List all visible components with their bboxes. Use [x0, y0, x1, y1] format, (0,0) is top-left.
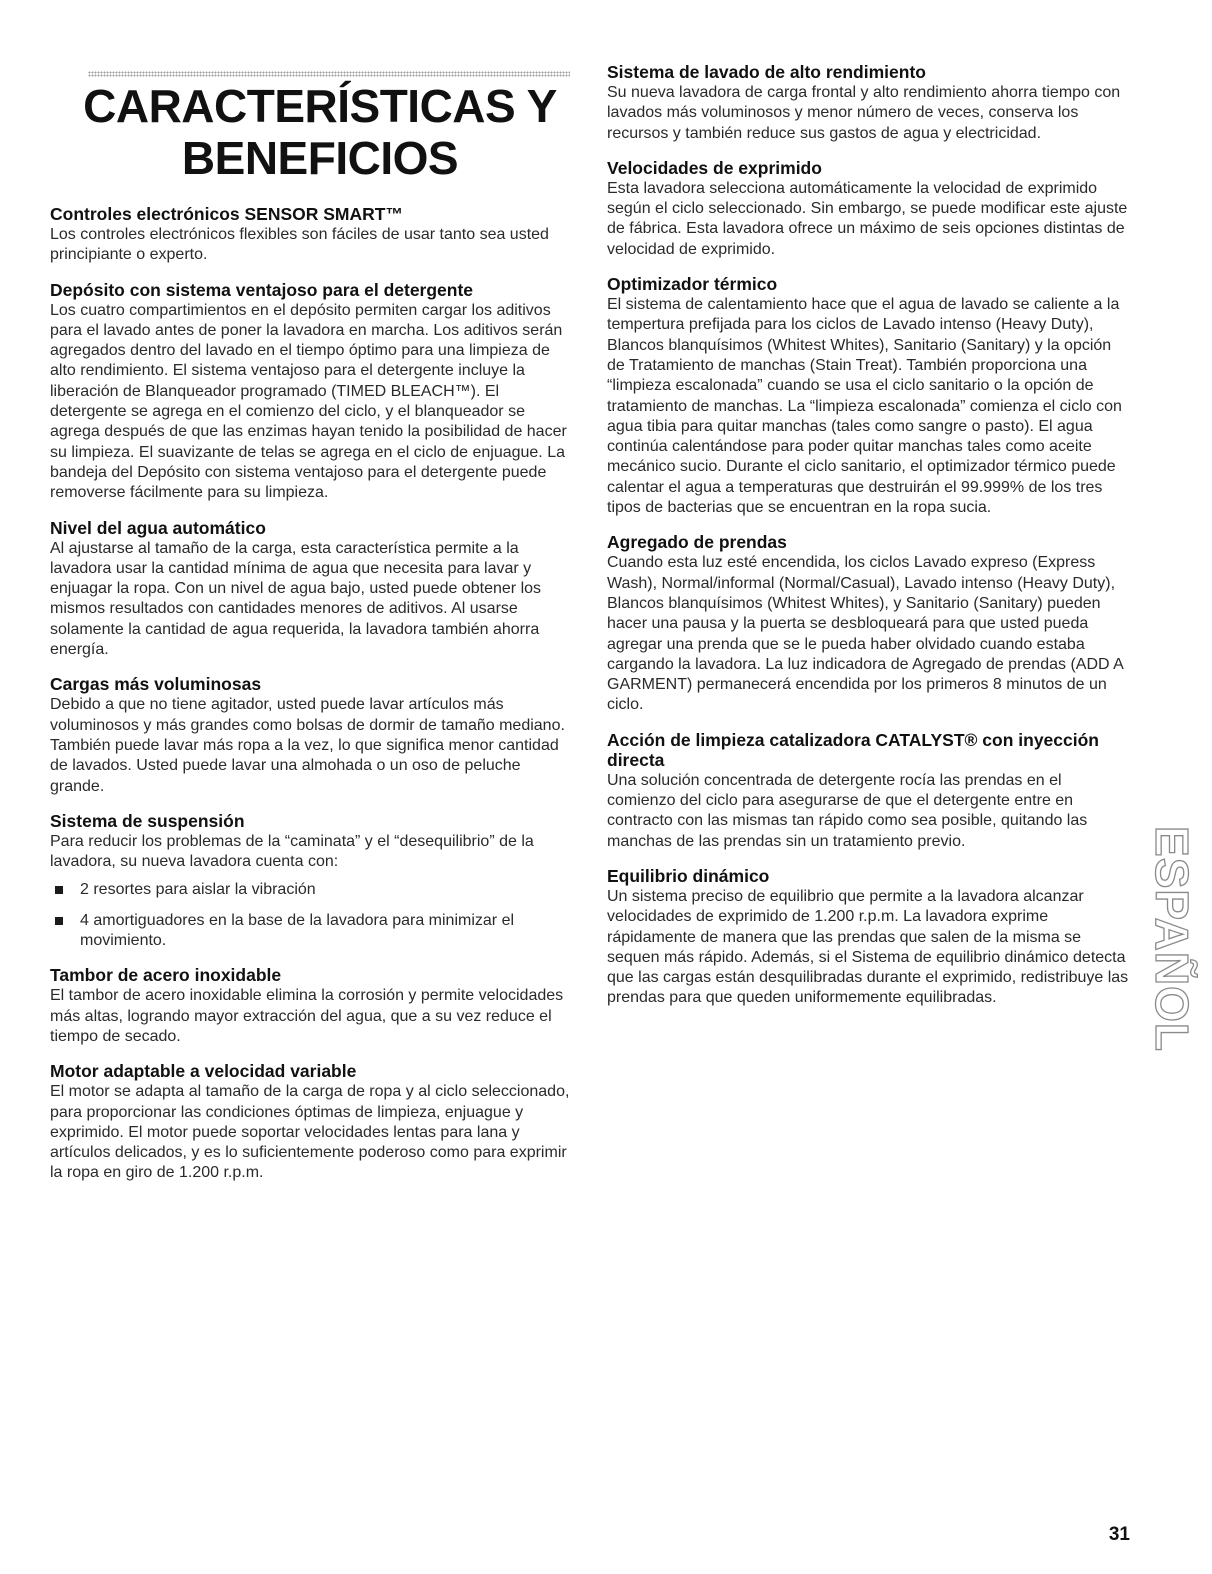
square-bullet-icon	[55, 886, 63, 894]
section-nivel-agua	[50, 518, 572, 661]
section-sistema-suspension	[50, 811, 572, 951]
section-heading: Depósito con sistema ventajoso para el detergente	[50, 279, 474, 300]
section-text: Esta lavadora selecciona automáticamente la velocidad de exprimido según el ciclo seleccionado. Sin embargo, se puede modificar este ajuste de fábrica. Esta lavadora ofrece un máximo de seis opciones distintas de velocidad de exprimido.	[607, 179, 1128, 258]
page-number: 31	[1108, 1524, 1130, 1545]
section-sensor-smart	[50, 204, 572, 266]
section-heading: Sistema de suspensión	[50, 810, 245, 831]
section-heading: Nivel del agua automático	[50, 517, 266, 538]
section-agregado-prendas	[607, 532, 1129, 715]
section-cargas-voluminosas	[50, 674, 572, 796]
section-deposito-detergente	[50, 280, 572, 504]
section-heading: Acción de limpieza catalizadora CATALYST® con inyección directa	[607, 729, 1099, 770]
section-heading: Sistema de lavado de alto rendimiento	[607, 62, 926, 82]
section-text: Los controles electrónicos flexibles son fáciles de usar tanto sea usted principiante o experto.	[50, 226, 549, 264]
section-equilibrio-dinamico	[607, 866, 1129, 1009]
language-side-tab-label: ESPAÑOL	[1146, 826, 1199, 1052]
section-motor-adaptable	[50, 1061, 572, 1183]
list-item-text: 4 amortiguadores en la base de la lavadora para minimizar el movimiento.	[80, 911, 515, 950]
language-side-tab	[1146, 818, 1199, 1060]
right-column	[607, 62, 1129, 1023]
section-text: Una solución concentrada de detergente rocía las prendas en el comienzo del ciclo para asegurarse de que el detergente entre en contracto con las mismas tan rápido como sea posible, quitando las manchas de las prendas sin un tratamiento previo.	[607, 771, 1088, 850]
section-heading: Tambor de acero inoxidable	[50, 965, 282, 986]
section-heading: Cargas más voluminosas	[50, 674, 262, 695]
section-text: Su nueva lavadora de carga frontal y alto rendimiento ahorra tiempo con lavados más voluminosos y menor número de veces, conserva los recursos y también reduce sus gastos de agua y electricidad.	[607, 84, 1121, 142]
square-bullet-icon	[55, 917, 63, 925]
section-text: Un sistema preciso de equilibrio que permite a la lavadora alcanzar velocidades de exprimido de 1.200 r.p.m. La lavadora exprime rápidamente de manera que las prendas que salen de la misma se sequen más rápido. Además, si el Sistema de equilibrio dinámico detecta que las cargas están desquilibradas durante el exprimido, redistribuye las prendas para que queden uniformemente equilibradas.	[607, 887, 1129, 1007]
section-tambor-acero	[50, 965, 572, 1047]
section-text: Al ajustarse al tamaño de la carga, esta característica permite a la lavadora usar la cantidad mínima de agua que necesita para lavar y enjuagar la ropa. Con un nivel de agua bajo, usted puede obtener los mismos resultados con cantidades menores de aditivos. Al usarse solamente la cantidad de agua requerida, la lavadora también ahorra energía.	[50, 539, 542, 659]
page-title-line-1: CARACTERÍSTICAS Y	[83, 80, 557, 132]
section-text: Los cuatro compartimientos en el depósito permiten cargar los aditivos para el lavado antes de poner la lavadora en marcha. Los aditivos serán agregados dentro del lavado en el tiempo óptimo para una limpieza de alto rendimiento. El sistema ventajoso para el detergente incluye la liberación de Blanqueador programado (TIMED BLEACH™). El detergente se agrega en el comienzo del ciclo, y el blanqueador se agrega después de que las enzimas hayan tenido la posibilidad de hacer su limpieza. El suavizante de telas se agrega en el ciclo de enjuague. La bandeja del Depósito con sistema ventajoso para el detergente puede removerse fácilmente para su limpieza.	[50, 301, 567, 502]
title-dotted-rule	[88, 71, 570, 77]
section-alto-rendimiento	[607, 62, 1129, 144]
section-text: El tambor de acero inoxidable elimina la corrosión y permite velocidades más altas, logrando mayor extracción del agua, que a su vez reduce el tiempo de secado.	[50, 987, 564, 1045]
section-heading: Optimizador térmico	[607, 274, 778, 295]
section-heading: Motor adaptable a velocidad variable	[50, 1061, 357, 1082]
section-text: Cuando esta luz esté encendida, los ciclos Lavado expreso (Express Wash), Normal/informal (Normal/Casual), Lavado intenso (Heavy Duty), Blancos blanquísimos (Whitest Whites), y Sanitario (Sanitary) pueden hacer una pausa y la puerta se desbloqueará para que usted pueda agregar una prenda que se le pueda haber olvidado cuando estaba cargando la lavadora. La luz indicadora de Agregado de prendas (ADD A GARMENT) permanecerá encendida por los primeros 8 minutos de un ciclo.	[607, 554, 1123, 714]
section-heading: Equilibrio dinámico	[607, 865, 770, 886]
section-heading: Agregado de prendas	[607, 532, 787, 553]
section-velocidades-exprimido	[607, 158, 1129, 260]
list-item	[50, 880, 572, 900]
section-heading: Controles electrónicos SENSOR SMART™	[50, 204, 403, 224]
page-title	[50, 80, 590, 184]
section-text: Debido a que no tiene agitador, usted puede lavar artículos más voluminosos y más grandes como bolsas de dormir de tamaño mediano. También puede lavar más ropa a la vez, lo que significa menor cantidad de lavados. Usted puede lavar una almohada o un oso de peluche grande.	[50, 696, 565, 795]
section-text: Para reducir los problemas de la “caminata” y el “desequilibrio” de la lavadora, su nueva lavadora cuenta con:	[50, 832, 534, 871]
left-column	[50, 204, 572, 1198]
section-text: El sistema de calentamiento hace que el agua de lavado se caliente a la tempertura prefijada para los ciclos de Lavado intenso (Heavy Duty), Blancos blanquísimos (Whitest Whites), Sanitario (Sanitary) y la opción de Tratamiento de manchas (Stain Treat). También proporciona una “limpieza escalonada” cuando se usa el ciclo sanitario o la opción de tratamiento de manchas. La “limpieza escalonada” comienza el ciclo con agua tibia para quitar manchas (tales como sangre o pasto). El agua continúa calentándose para poder quitar manchas tales como aceite mecánico sucio. Durante el ciclo sanitario, el optimizador térmico puede calentar el agua a temperaturas que destruirán el 99.999% de los tres tipos de bacterias que se encuentran en la ropa sucia.	[607, 296, 1122, 517]
page-title-line-2: BENEFICIOS	[181, 132, 459, 184]
section-catalyst	[607, 730, 1129, 852]
section-optimizador-termico	[607, 274, 1129, 518]
section-heading: Velocidades de exprimido	[607, 157, 822, 178]
list-item	[50, 911, 572, 952]
suspension-bullet-list	[50, 880, 572, 951]
section-text: El motor se adapta al tamaño de la carga de ropa y al ciclo seleccionado, para proporcionar las condiciones óptimas de limpieza, enjuague y exprimido. El motor puede soportar velocidades lentas para lana y artículos delicados, y es lo suficientemente poderoso como para exprimir la ropa en giro de 1.200 r.p.m.	[50, 1083, 570, 1182]
list-item-text: 2 resortes para aislar la vibración	[80, 881, 316, 899]
